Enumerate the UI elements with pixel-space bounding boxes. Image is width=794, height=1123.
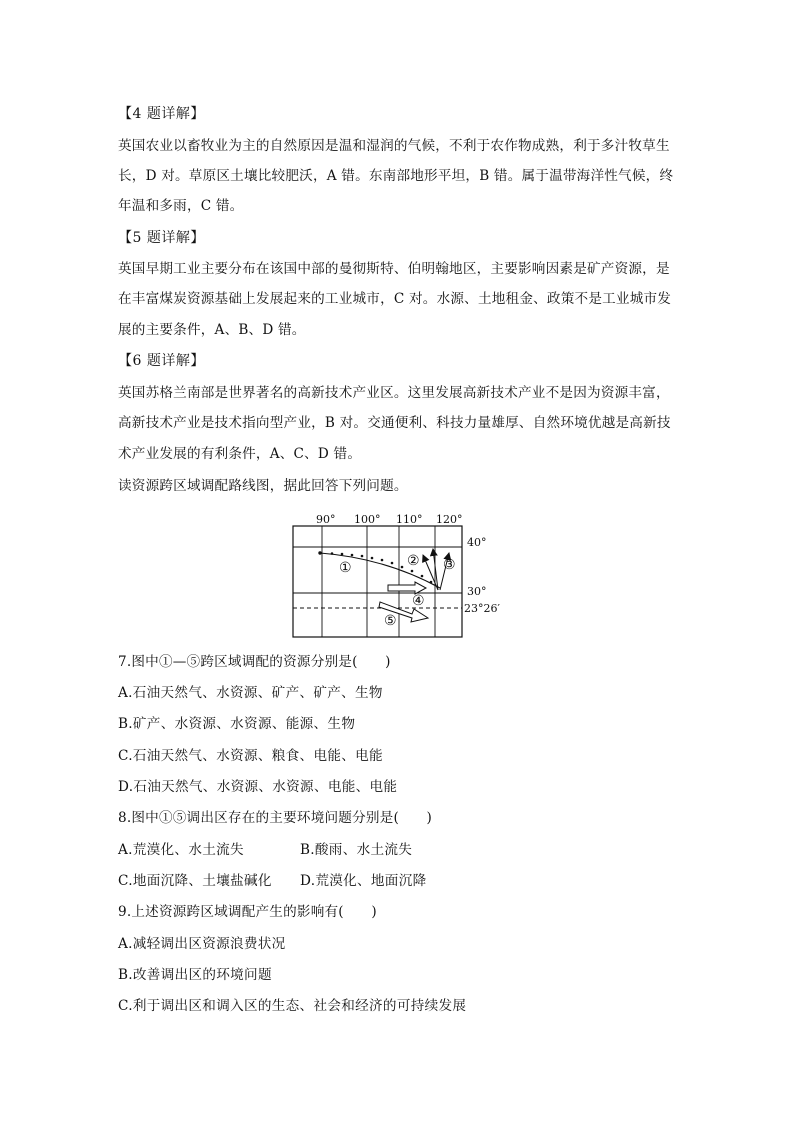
question-9-option-a: A.减轻调出区资源浪费状况 xyxy=(118,936,286,952)
lat-label-30: 30° xyxy=(467,585,487,598)
question-8-option-c: C.地面沉降、土壤盐碱化 xyxy=(118,873,272,889)
section-5-line-2: 在丰富煤炭资源基础上发展起来的工业城市，C 对。水源、土地租金、政策不是工业城市发 xyxy=(118,291,672,307)
section-5-heading: 【5 题详解】 xyxy=(118,230,205,246)
section-4-line-3: 年温和多雨，C 错。 xyxy=(118,198,244,214)
route-label-1: ① xyxy=(339,560,352,576)
lon-label-90: 90° xyxy=(316,513,336,526)
question-7-option-c: C.石油天然气、水资源、粮食、电能、电能 xyxy=(118,748,383,764)
section-4-heading: 【4 题详解】 xyxy=(118,106,205,122)
section-5-line-3: 展的主要条件，A、B、D 错。 xyxy=(118,322,306,338)
section-4-line-1: 英国农业以畜牧业为主的自然原因是温和湿润的气候，不利于农作物成熟，利于多汁牧草生 xyxy=(118,138,670,154)
route-label-2: ② xyxy=(407,553,420,569)
lon-label-120: 120° xyxy=(436,513,463,526)
lat-label-40: 40° xyxy=(467,536,487,549)
question-9-option-c: C.利于调出区和调入区的生态、社会和经济的可持续发展 xyxy=(118,998,467,1014)
route-label-4: ④ xyxy=(412,593,425,609)
lon-label-110: 110° xyxy=(396,513,423,526)
question-8-option-d: D.荒漠化、地面沉降 xyxy=(300,873,427,889)
section-5-line-1: 英国早期工业主要分布在该国中部的曼彻斯特、伯明翰地区，主要影响因素是矿产资源，是 xyxy=(118,261,670,277)
intro-text: 读资源跨区域调配路线图，据此回答下列问题。 xyxy=(118,478,408,494)
question-7-stem: 7.图中①—⑤跨区域调配的资源分别是( ) xyxy=(118,654,391,670)
route-1-line xyxy=(318,551,440,588)
lat-label-tropic: 23°26′ xyxy=(464,602,500,615)
question-8-option-b: B.酸雨、水土流失 xyxy=(300,842,413,858)
question-8-row-2 xyxy=(118,871,688,891)
section-4-line-2: 长，D 对。草原区土壤比较肥沃，A 错。东南部地形平坦，B 错。属于温带海洋性气候，终 xyxy=(118,168,674,184)
question-8-stem: 8.图中①⑤调出区存在的主要环境问题分别是( ) xyxy=(118,810,433,826)
question-7-option-a: A.石油天然气、水资源、矿产、矿产、生物 xyxy=(118,685,383,701)
resource-route-map xyxy=(290,512,502,642)
question-8-row-1 xyxy=(118,840,688,860)
lon-label-100: 100° xyxy=(354,513,381,526)
section-6-line-3: 术产业发展的有利条件，A、C、D 错。 xyxy=(118,446,362,462)
question-9-option-b: B.改善调出区的环境问题 xyxy=(118,967,272,983)
question-9-stem: 9.上述资源跨区域调配产生的影响有( ) xyxy=(118,904,377,920)
section-6-line-1: 英国苏格兰南部是世界著名的高新技术产业区。这里发展高新技术产业不是因为资源丰富， xyxy=(118,385,670,401)
section-6-heading: 【6 题详解】 xyxy=(118,353,205,369)
section-6-line-2: 高新技术产业是技术指向型产业，B 对。交通便利、科技力量雄厚、自然环境优越是高新技 xyxy=(118,415,671,431)
question-7-option-b: B.矿产、水资源、水资源、能源、生物 xyxy=(118,716,356,732)
route-label-5: ⑤ xyxy=(384,613,397,629)
route-label-3: ③ xyxy=(443,557,456,573)
question-7-option-d: D.石油天然气、水资源、水资源、电能、电能 xyxy=(118,779,398,795)
question-8-option-a: A.荒漠化、水土流失 xyxy=(118,842,244,858)
